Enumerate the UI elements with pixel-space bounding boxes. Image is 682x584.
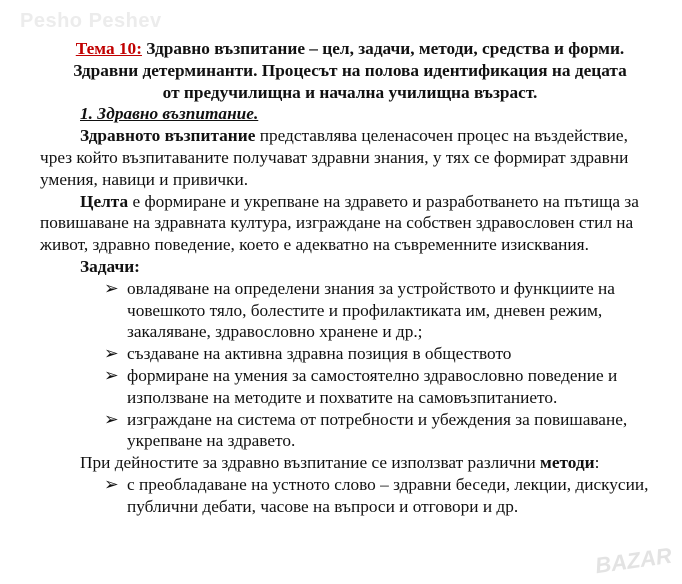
methods-intro: При дейностите за здравно възпитание се използват различни методи: [80,453,600,473]
arrow-bullet-icon: ➢ [104,344,119,364]
arrow-bullet-icon: ➢ [104,409,119,429]
tasks-list [40,278,660,452]
tasks-label: Задачи: [80,256,140,276]
watermark-author: Pesho Peshev [20,10,162,32]
tema-label: Тема 10: [75,39,142,58]
list-item: ➢ овладяване на определени знания за устройството и функциите на човешкото тяло, болестите и профилактиката им, дневен режим, закаляване, здравословно хранене и др.; [104,278,615,342]
section-heading: 1. Здравно възпитание. [80,104,259,124]
goal-paragraph: Целта е формиране и укрепване на здравето и разработването на пътища за повишаване на здравната култура, изграждане на собствен здравословен стил на живот, здравно поведение, което е адекватно на съвременните изисквания. [40,191,639,255]
list-item: ➢ с преобладаване на устното слово – здравни беседи, лекции, дискусии, публични дебати, часове на въпроси и отговори и др. [104,474,649,516]
page-title [40,38,660,103]
title-line-3: от предучилищна и начална училищна възраст. [162,82,538,102]
arrow-bullet-icon: ➢ [104,278,119,298]
document-page [40,38,660,518]
methods-list [40,474,660,518]
list-item: ➢ формиране на умения за самостоятелно здравословно поведение и използване на методите и похватите на самовъзпитанието. [104,365,618,407]
arrow-bullet-icon: ➢ [104,365,119,385]
watermark-bazar-logo: BAZAR [593,542,674,579]
definition-term: Здравното възпитание [80,126,256,146]
title-line-1: Тема 10: Здравно възпитание – цел, задачи, методи, средства и форми. [75,39,625,58]
goal-term: Целта [80,191,129,211]
list-item: ➢ изграждане на система от потребности и убеждения за повишаване, укрепване на здравето. [104,409,628,451]
list-item: ➢ създаване на активна здравна позиция в обществото [104,344,512,364]
definition-paragraph: Здравното възпитание представлява целенасочен процес на въздействие, чрез който възпитаваните получават здравни знания, у тях се формират здравни умения, навици и привички. [40,126,629,189]
methods-term: методи [540,453,595,473]
title-line-2: Здравни детерминанти. Процесът на полова идентификация на децата [73,60,627,80]
arrow-bullet-icon: ➢ [104,474,119,494]
